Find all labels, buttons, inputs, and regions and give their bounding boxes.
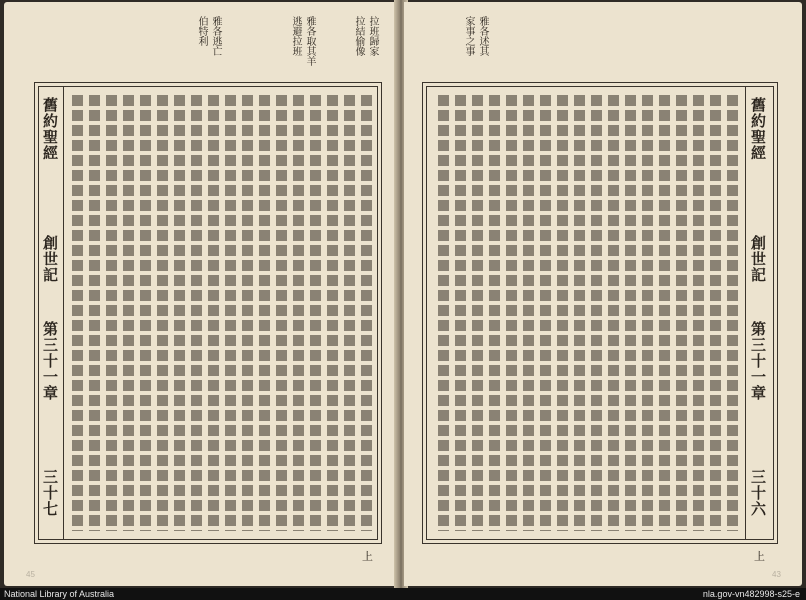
text-column-strip: [106, 95, 117, 531]
left-text-frame: [34, 82, 382, 544]
text-column-strip: [489, 95, 500, 531]
text-column-strip: [89, 95, 100, 531]
right-caption-2: 家事之事: [463, 16, 474, 56]
text-column-strip: [676, 95, 687, 531]
left-pencil-mark: 45: [26, 570, 35, 579]
left-folio-mark: 上: [362, 550, 373, 563]
text-column-strip: [506, 95, 517, 531]
right-header-title: 舊約聖經: [749, 97, 767, 161]
left-page: [4, 2, 396, 586]
text-column-strip: [276, 95, 287, 531]
footer-bar: [0, 588, 806, 600]
text-column-strip: [361, 95, 372, 531]
right-caption-1: 雅各述其: [477, 16, 488, 56]
text-column-strip: [157, 95, 168, 531]
text-column-strip: [191, 95, 202, 531]
text-column-strip: [540, 95, 551, 531]
left-caption-1: 拉班歸家: [367, 16, 378, 56]
right-header-page: 三十六: [749, 469, 767, 517]
text-column-strip: [455, 95, 466, 531]
left-caption-3: 雅各取其羊: [304, 16, 315, 66]
text-column-strip: [344, 95, 355, 531]
text-column-strip: [208, 95, 219, 531]
left-header-title: 舊約聖經: [41, 97, 59, 161]
left-caption-4: 逃避拉班: [290, 16, 301, 56]
right-header-rule: [745, 87, 746, 539]
text-column-strip: [642, 95, 653, 531]
text-column-strip: [472, 95, 483, 531]
text-column-strip: [310, 95, 321, 531]
text-column-strip: [242, 95, 253, 531]
text-column-strip: [591, 95, 602, 531]
text-column-strip: [327, 95, 338, 531]
text-column-strip: [140, 95, 151, 531]
left-caption-6: 伯特利: [196, 16, 207, 46]
left-header-rule: [63, 87, 64, 539]
right-header-book: 創世記: [749, 235, 767, 283]
right-page: [404, 2, 802, 586]
text-column-strip: [523, 95, 534, 531]
text-column-strip: [225, 95, 236, 531]
text-column-strip: [293, 95, 304, 531]
text-column-strip: [574, 95, 585, 531]
text-column-strip: [659, 95, 670, 531]
left-caption-2: 拉結偷像: [353, 16, 364, 56]
text-column-strip: [710, 95, 721, 531]
text-column-strip: [608, 95, 619, 531]
footer-institution: National Library of Australia: [4, 589, 115, 599]
text-column-strip: [625, 95, 636, 531]
left-header-page: 三十七: [41, 469, 59, 517]
right-text-frame: [422, 82, 778, 544]
text-column-strip: [72, 95, 83, 531]
right-header-chapter: 第三十一章: [749, 321, 767, 401]
text-column-strip: [727, 95, 738, 531]
left-header-book: 創世記: [41, 235, 59, 283]
text-column-strip: [693, 95, 704, 531]
left-caption-5: 雅各逃亡: [210, 16, 221, 56]
right-folio-mark: 上: [754, 550, 765, 563]
text-column-strip: [174, 95, 185, 531]
left-header-chapter: 第三十一章: [41, 321, 59, 401]
right-pencil-mark: 43: [772, 570, 781, 579]
text-column-strip: [259, 95, 270, 531]
footer-identifier: nla.gov-vn482998-s25-e: [702, 589, 800, 599]
text-column-strip: [438, 95, 449, 531]
text-column-strip: [557, 95, 568, 531]
text-column-strip: [123, 95, 134, 531]
